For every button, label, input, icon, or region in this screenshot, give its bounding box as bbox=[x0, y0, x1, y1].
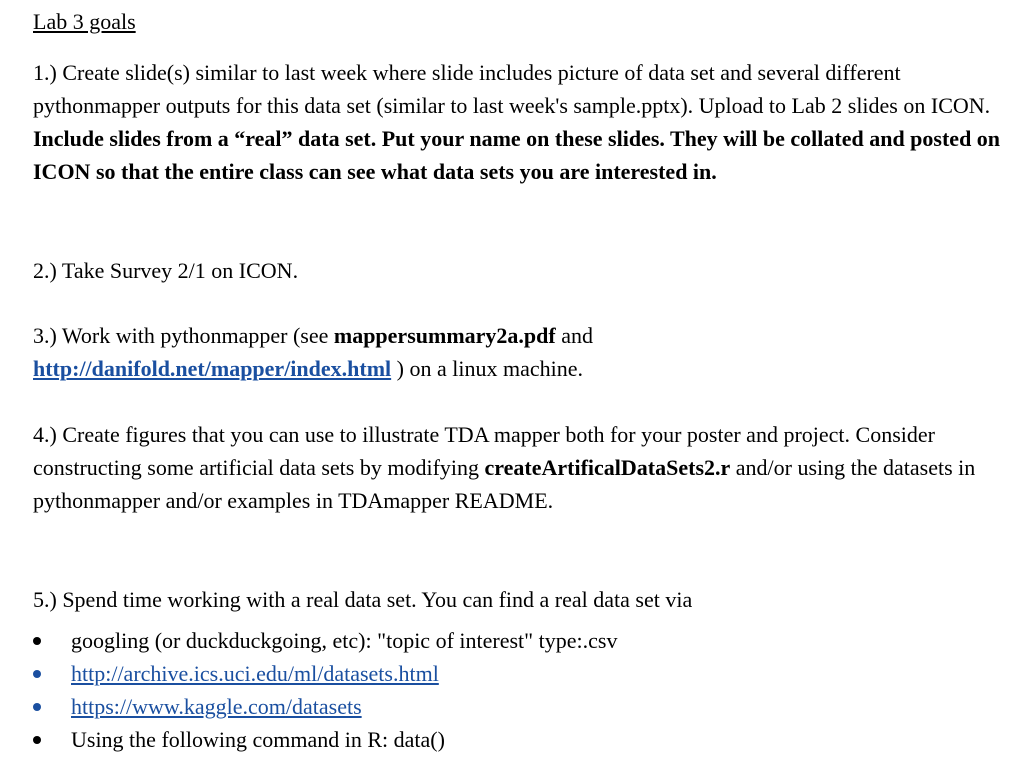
list-item bbox=[33, 690, 617, 723]
goal-3-text-post: ) on a linux machine. bbox=[391, 356, 583, 381]
goal-item-2 bbox=[33, 254, 1003, 287]
bullet-icon bbox=[33, 670, 41, 678]
goal-1-bold-text: Include slides from a “real” data set. Put your name on these slides. They will be collated and posted on ICON so that the entire class can see what data sets you are interested in. bbox=[33, 126, 1001, 184]
goal-item-4 bbox=[33, 418, 1003, 517]
goal-3-text-pre: 3.) Work with pythonmapper (see bbox=[33, 323, 334, 348]
goal-5-text: 5.) Spend time working with a real data set. You can find a real data set via bbox=[33, 587, 693, 612]
goal-2-text: 2.) Take Survey 2/1 on ICON. bbox=[33, 258, 299, 283]
list-item bbox=[33, 624, 617, 657]
goal-1-text: 1.) Create slide(s) similar to last week where slide includes picture of data set and several different pythonmapper outputs for this data set (similar to last week's sample.pptx). Upload to Lab 2 slides on ICON. bbox=[33, 60, 991, 118]
list-item bbox=[33, 657, 617, 690]
list-item bbox=[33, 723, 617, 756]
goal-item-3 bbox=[33, 319, 1003, 385]
bullet-icon bbox=[33, 736, 41, 744]
dataset-source-list bbox=[33, 624, 617, 756]
kaggle-datasets-link[interactable]: https://www.kaggle.com/datasets bbox=[71, 694, 362, 719]
page-title: Lab 3 goals bbox=[33, 9, 136, 34]
goal-4-text-post: and/or using the datasets in pythonmapper and/or examples in TDAmapper README. bbox=[33, 455, 976, 513]
bullet-icon bbox=[33, 703, 41, 711]
goal-3-text-mid: and bbox=[555, 323, 593, 348]
goal-item-5 bbox=[33, 583, 1003, 616]
goal-4-text-pre: 4.) Create figures that you can use to illustrate TDA mapper both for your poster and project. Consider constructing some artificial data sets by modifying bbox=[33, 422, 935, 480]
danifold-mapper-link[interactable]: http://danifold.net/mapper/index.html bbox=[33, 356, 392, 381]
bullet-text-googling: googling (or duckduckgoing, etc): "topic of interest" type:.csv bbox=[71, 628, 618, 653]
bullet-text-r-command: Using the following command in R: data() bbox=[71, 727, 445, 752]
bullet-icon bbox=[33, 637, 41, 645]
uci-datasets-link[interactable]: http://archive.ics.uci.edu/ml/datasets.html bbox=[71, 661, 439, 686]
mappersummary-filename: mappersummary2a.pdf bbox=[333, 323, 556, 348]
artificial-datasets-filename: createArtificalDataSets2.r bbox=[484, 455, 731, 480]
goal-item-1 bbox=[33, 56, 1003, 188]
